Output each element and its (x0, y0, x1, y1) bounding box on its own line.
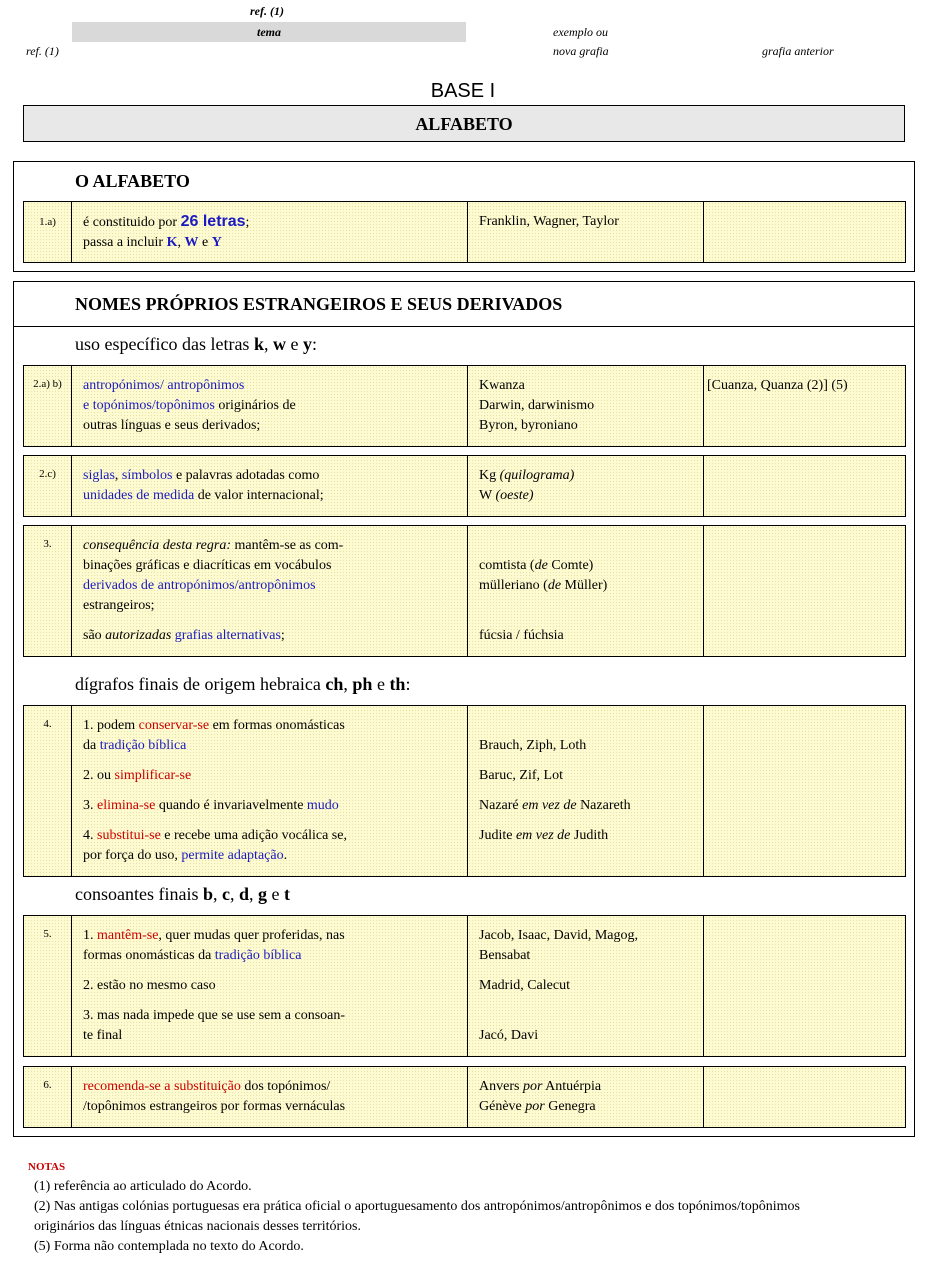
tema-bar: tema (72, 22, 466, 42)
old-spelling-cell (704, 456, 905, 516)
text: é constituido por (83, 215, 181, 230)
text: (quilograma) (499, 468, 575, 483)
text: Nazareth (576, 798, 631, 813)
text: e palavras adotadas como (172, 468, 320, 483)
rule-row-2c (23, 455, 906, 517)
old-spelling-cell (704, 916, 905, 1056)
text: g (258, 884, 267, 904)
rule-row-5 (23, 915, 906, 1057)
example-text: Franklin, Wagner, Taylor (468, 202, 704, 262)
rule-text (72, 202, 468, 262)
text: , (263, 334, 273, 354)
rule-row-6 (23, 1066, 906, 1128)
text: substitui-se (97, 828, 161, 843)
text: , (177, 235, 185, 250)
old-spelling-cell (704, 1067, 905, 1127)
text: binações gráficas e diacríticas em vocábulos (83, 558, 332, 573)
text: Darwin, darwinismo (479, 398, 595, 413)
text: dígrafos finais de origem hebraica (75, 674, 326, 694)
text: , (114, 468, 122, 483)
text: conservar-se (138, 718, 210, 733)
highlight-26-letras: 26 letras (180, 213, 246, 230)
text: b (202, 884, 213, 904)
text: mantêm-se (97, 928, 159, 943)
text: e (285, 334, 303, 354)
rule-ref: 5. (24, 916, 72, 1056)
text: da (83, 738, 100, 753)
text: 4. (83, 828, 97, 843)
text: Anvers (479, 1079, 523, 1094)
notes-list (34, 1177, 914, 1257)
text: derivados de antropónimos/antropônimos (83, 578, 316, 593)
exemplo-label-1: exemplo ou (553, 25, 608, 39)
text: Brauch, Ziph, Loth (479, 738, 587, 753)
text: Nazaré (479, 798, 523, 813)
notes-title: NOTAS (28, 1161, 66, 1173)
text: Antuérpia (542, 1079, 602, 1094)
text: dos topónimos/ (240, 1079, 331, 1094)
text: passa a incluir (83, 235, 167, 250)
text: permite adaptação (181, 848, 284, 863)
text: por (522, 1079, 543, 1094)
text: : (405, 674, 411, 694)
text: 3. (83, 798, 97, 813)
text: autorizadas (105, 628, 172, 643)
rule-text (72, 456, 468, 516)
ref-top-label: ref. (1) (250, 4, 284, 18)
text: símbolos (121, 468, 173, 483)
text: comtista ( (479, 558, 535, 573)
letter-k: K (166, 235, 178, 250)
text: consoantes finais (75, 884, 203, 904)
text: Byron, byroniano (479, 418, 578, 433)
exemplo-label-2: nova grafia (553, 44, 609, 58)
section-nomes-proprios (13, 281, 915, 1137)
text: de (547, 578, 562, 593)
text: por força do uso, (83, 848, 182, 863)
rule-ref: 2.c) (24, 456, 72, 516)
text: ph (352, 674, 373, 694)
text: simplificar-se (114, 768, 192, 783)
text: k (253, 334, 264, 354)
text: ; (280, 628, 285, 643)
text: em vez de (522, 798, 577, 813)
text: e (267, 884, 284, 904)
text: Jacob, Isaac, David, Magog, (479, 928, 639, 943)
section-alfabeto (13, 161, 915, 272)
subheading-k-w-y (75, 334, 317, 355)
subheading-consoantes (75, 884, 290, 905)
text: formas onomásticas da (83, 948, 215, 963)
text: 2. ou (83, 768, 115, 783)
example-text (468, 1067, 704, 1127)
text: em vez de (515, 828, 571, 843)
text: mülleriano ( (479, 578, 548, 593)
rule-row-2ab (23, 365, 906, 447)
text: quando é invariavelmente (155, 798, 307, 813)
text: siglas (83, 468, 115, 483)
text: antropónimos/ antropônimos (83, 378, 245, 393)
text: Kg (479, 468, 500, 483)
letter-y: Y (211, 235, 222, 250)
text: Müller) (561, 578, 608, 593)
text: y (302, 334, 312, 354)
text: originários de (214, 398, 296, 413)
text: recomenda-se a substituição (83, 1079, 241, 1094)
text: por (525, 1099, 545, 1114)
text: são (83, 628, 106, 643)
rule-row-3 (23, 525, 906, 657)
example-text (468, 706, 704, 876)
text: ; (245, 215, 250, 230)
text: mudo (306, 798, 339, 813)
text: , (212, 884, 222, 904)
text: ch (325, 674, 344, 694)
rule-text (72, 916, 468, 1056)
divider (14, 326, 914, 327)
section-title: NOMES PRÓPRIOS ESTRANGEIROS E SEUS DERIVADOS (75, 294, 563, 314)
text: Jacó, Davi (479, 1028, 539, 1043)
text: w (272, 334, 286, 354)
text: th (389, 674, 406, 694)
text: : (311, 334, 317, 354)
example-text (468, 456, 704, 516)
letter-w: W (184, 235, 199, 250)
rule-ref: 3. (24, 526, 72, 656)
text: e (372, 674, 390, 694)
text: 3. mas nada impede que se use sem a consoan- (83, 1008, 346, 1023)
text: consequência desta regra: (83, 538, 231, 553)
note-2-cont: originários das línguas étnicas nacionais desses territórios. (34, 1219, 361, 1234)
note-5: (5) Forma não contemplada no texto do Acordo. (34, 1239, 304, 1254)
old-spelling-cell (704, 526, 905, 656)
note-1: (1) referência ao articulado do Acordo. (34, 1179, 252, 1194)
text: 2. estão no mesmo caso (83, 978, 216, 993)
text: Kwanza (479, 378, 525, 393)
note-2: (2) Nas antigas colónias portuguesas era prática oficial o aportuguesamento dos antropónimos/antropônimos e dos topónimos/topônimos (34, 1199, 800, 1214)
rule-text (72, 526, 468, 656)
rule-ref: 6. (24, 1067, 72, 1127)
text: , quer mudas quer proferidas, nas (158, 928, 345, 943)
text: tradição bíblica (214, 948, 302, 963)
ref-left-label: ref. (1) (26, 44, 59, 58)
rule-row-4 (23, 705, 906, 877)
text: e recebe uma adição vocálica se, (160, 828, 347, 843)
text: de (534, 558, 548, 573)
text: fúcsia / fúchsia (479, 628, 564, 643)
text: Judith (570, 828, 609, 843)
text: /topônimos estrangeiros por formas vernáculas (83, 1099, 346, 1114)
base-title: BASE I (430, 80, 496, 102)
section-title: O ALFABETO (75, 171, 190, 191)
text: topónimos/topônimos (92, 398, 215, 413)
text: 1. (83, 928, 97, 943)
text: unidades de medida (83, 488, 195, 503)
text: c (221, 884, 230, 904)
text: grafias alternativas (171, 628, 281, 643)
text: te final (83, 1028, 123, 1043)
rule-ref: 2.a) b) (24, 366, 72, 446)
text: uso específico das letras (75, 334, 254, 354)
text: W (479, 488, 496, 503)
text: , (229, 884, 239, 904)
text: outras línguas e seus derivados; (83, 418, 261, 433)
text: , (249, 884, 258, 904)
text: Judite (479, 828, 516, 843)
old-spelling-cell (704, 706, 905, 876)
text: Comte) (547, 558, 594, 573)
text: t (284, 884, 290, 904)
text: , (343, 674, 353, 694)
subheading-ch-ph-th (75, 674, 410, 695)
example-text (468, 916, 704, 1056)
text: Génève (479, 1099, 526, 1114)
text: Baruc, Zif, Lot (479, 768, 563, 783)
rule-row-1a (23, 201, 906, 263)
rule-text (72, 1067, 468, 1127)
text: mantêm-se as com- (231, 538, 344, 553)
old-spelling-cell: [Cuanza, Quanza (2)] (5) (707, 378, 848, 393)
text: 1. podem (83, 718, 139, 733)
text: de valor internacional; (194, 488, 324, 503)
rule-text (72, 706, 468, 876)
text: e (83, 398, 93, 413)
text: d (238, 884, 249, 904)
text: (oeste) (495, 488, 534, 503)
text: tradição bíblica (99, 738, 187, 753)
alfabeto-bar: ALFABETO (23, 105, 905, 142)
grafia-anterior-label: grafia anterior (762, 44, 834, 58)
text: Madrid, Calecut (479, 978, 570, 993)
old-spelling-cell (704, 202, 905, 262)
rule-ref: 4. (24, 706, 72, 876)
text: Bensabat (479, 948, 531, 963)
example-text (468, 526, 704, 656)
text: em formas onomásticas (209, 718, 345, 733)
text: estrangeiros; (83, 598, 155, 613)
text: . (283, 848, 288, 863)
text: elimina-se (97, 798, 156, 813)
text: Genegra (544, 1099, 596, 1114)
rule-text (72, 366, 468, 446)
text: e (198, 235, 212, 250)
rule-ref: 1.a) (24, 202, 72, 262)
example-text (468, 366, 704, 446)
